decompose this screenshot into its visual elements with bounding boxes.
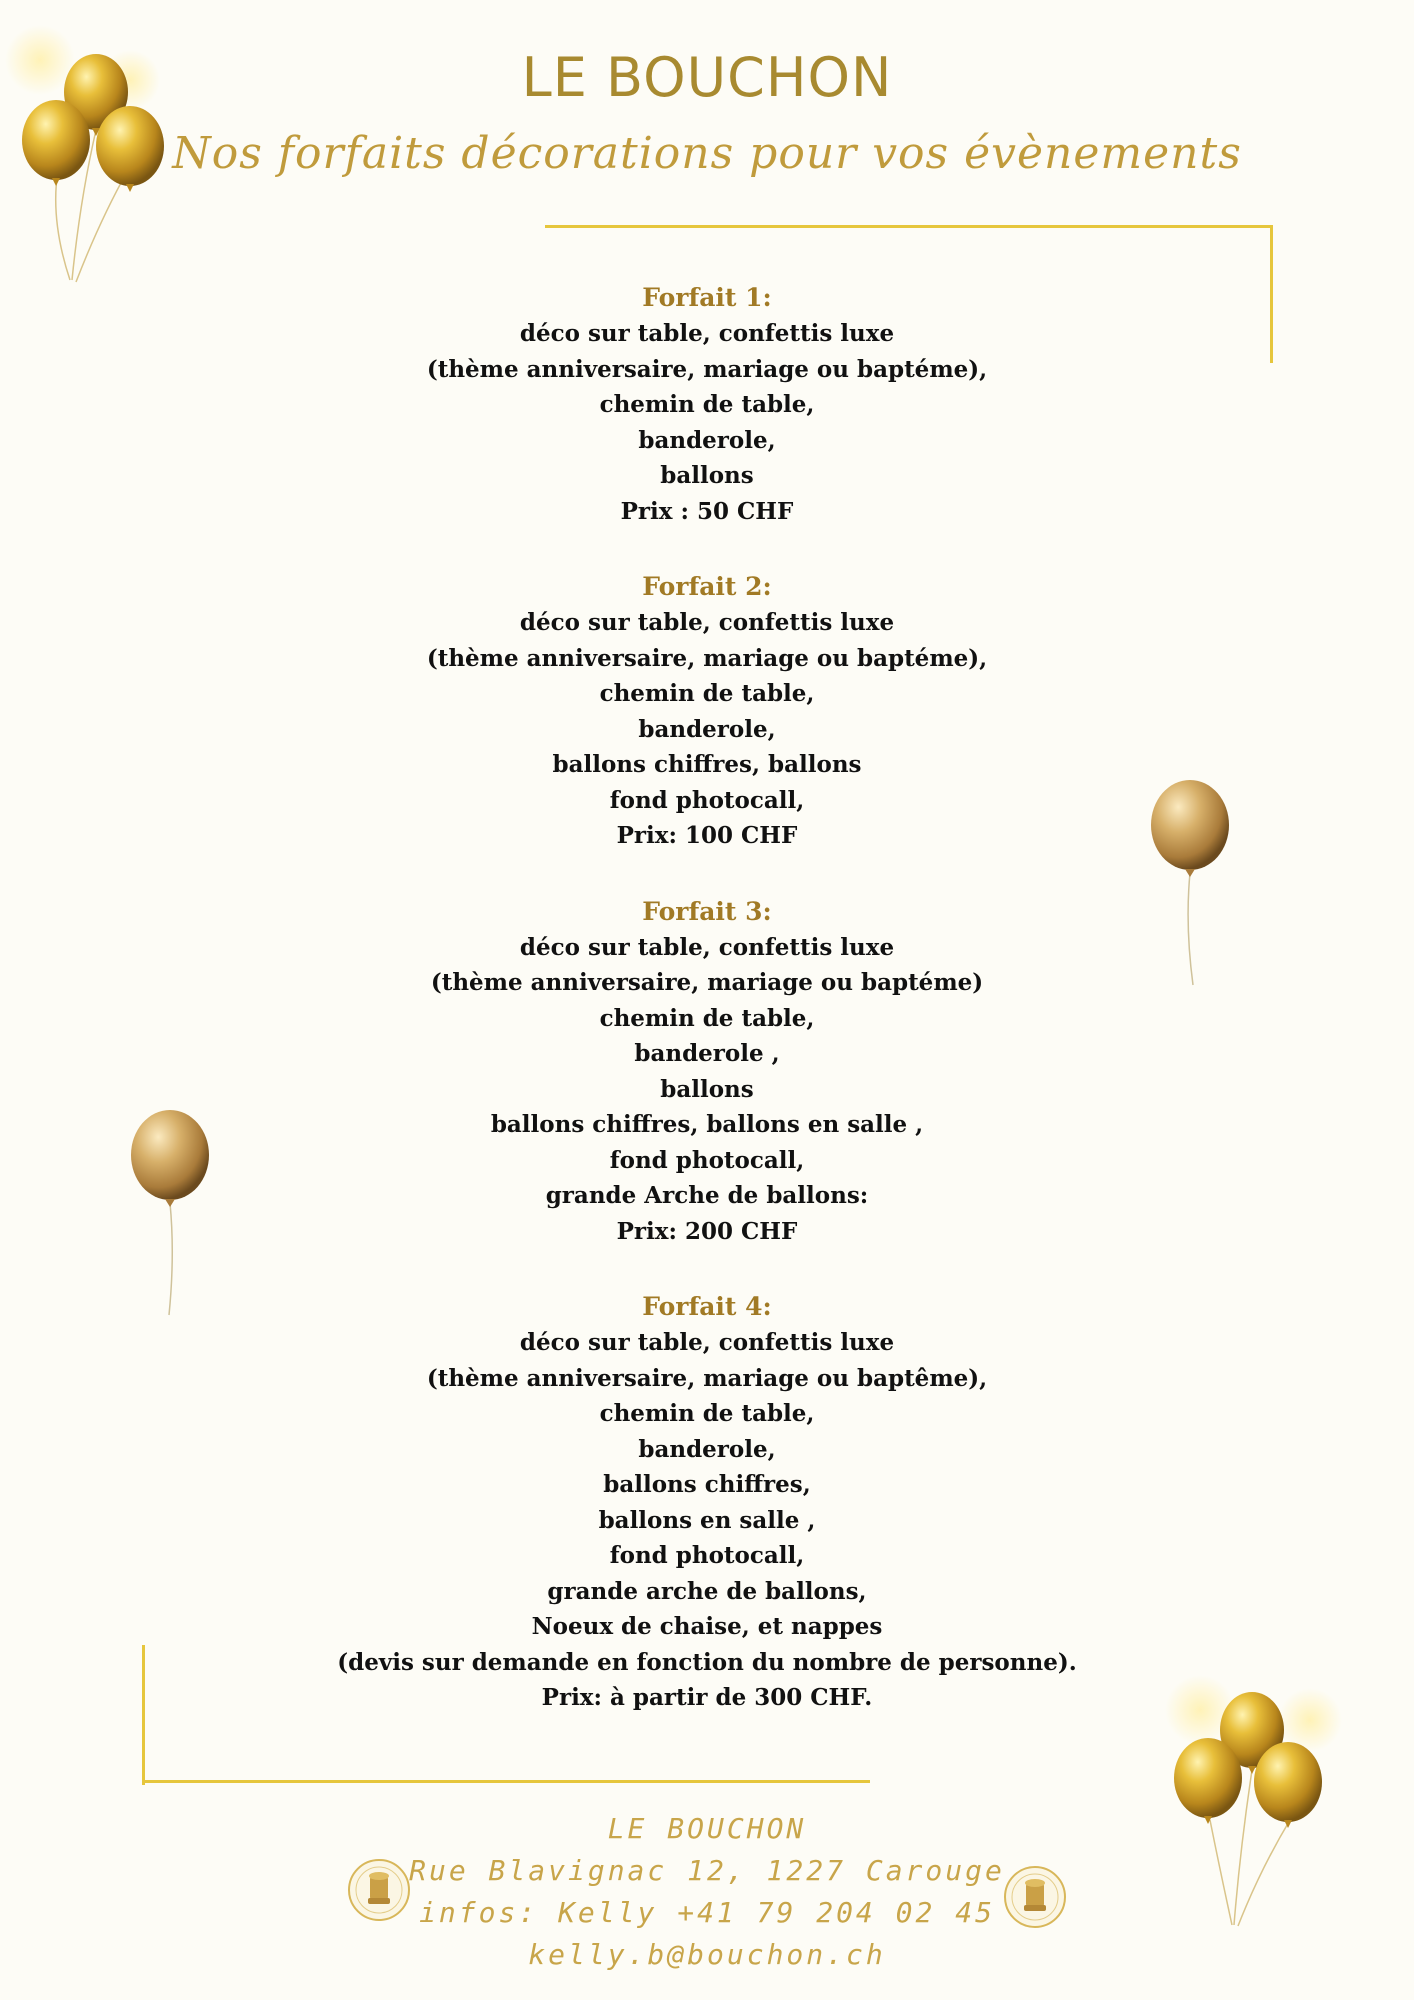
package-line: banderole, — [638, 715, 776, 743]
package-line: ballons en salle , — [598, 1506, 816, 1534]
package-line: déco sur table, confettis luxe — [519, 609, 895, 636]
package-4 — [0, 1289, 1414, 1716]
package-line: fond photocall, — [609, 1542, 805, 1569]
package-line: chemin de table, — [599, 680, 815, 707]
packages-list — [0, 280, 1414, 1756]
package-price: Prix : 50 CHF — [620, 497, 794, 525]
package-line: fond photocall, — [609, 1146, 805, 1174]
cork-logo-icon — [1003, 1865, 1067, 1929]
package-line: (thème anniversaire, mariage ou baptéme) — [430, 969, 984, 996]
package-line: déco sur table, confettis luxe — [519, 320, 895, 347]
package-line: chemin de table, — [599, 391, 815, 418]
package-line: banderole, — [638, 1435, 776, 1463]
package-line: ballons chiffres, ballons en salle , — [490, 1111, 924, 1138]
footer-phone: infos: Kelly +41 79 204 02 45 — [419, 1896, 995, 1929]
package-3 — [0, 894, 1414, 1250]
cork-logo-icon — [347, 1858, 411, 1922]
package-title: Forfait 3: — [642, 896, 772, 926]
package-line: (thème anniversaire, mariage ou baptéme), — [426, 644, 988, 672]
package-title: Forfait 4: — [642, 1292, 772, 1321]
package-line: grande Arche de ballons: — [545, 1182, 869, 1209]
package-price: Prix: 200 CHF — [616, 1217, 798, 1245]
package-line: fond photocall, — [609, 786, 805, 814]
package-line: ballons chiffres, ballons — [552, 751, 862, 778]
package-line: ballons — [660, 462, 754, 489]
package-line: chemin de table, — [599, 1004, 815, 1032]
package-title: Forfait 2: — [642, 572, 772, 601]
package-line: banderole , — [634, 1040, 780, 1067]
package-2 — [0, 569, 1414, 854]
package-line: ballons — [660, 1075, 754, 1103]
package-line: Noeux de chaise, et nappes — [531, 1613, 883, 1640]
footer-name: LE BOUCHON — [607, 1812, 807, 1845]
package-line: chemin de table, — [599, 1400, 815, 1427]
package-price: Prix: 100 CHF — [616, 822, 798, 849]
package-1 — [0, 280, 1414, 529]
package-line: (thème anniversaire, mariage ou baptême), — [426, 1364, 988, 1392]
package-line: grande arche de ballons, — [547, 1577, 867, 1605]
package-line: (devis sur demande en fonction du nombre de personne). — [337, 1648, 1077, 1676]
package-title: Forfait 1: — [642, 283, 772, 312]
frame-bottom-line — [142, 1780, 870, 1783]
package-line: déco sur table, confettis luxe — [519, 1329, 895, 1356]
page-subtitle: Nos forfaits décorations pour vos évènements — [172, 128, 1242, 179]
footer-email: kelly.b@bouchon.ch — [528, 1938, 886, 1971]
frame-top-line — [545, 225, 1273, 228]
package-line: ballons chiffres, — [603, 1471, 811, 1498]
package-line: déco sur table, confettis luxe — [519, 933, 895, 961]
package-line: banderole, — [638, 426, 776, 454]
footer-address: Rue Blavignac 12, 1227 Carouge — [409, 1854, 1005, 1887]
package-line: (thème anniversaire, mariage ou baptéme), — [426, 355, 988, 383]
package-price: Prix: à partir de 300 CHF. — [541, 1684, 873, 1711]
page-title: LE BOUCHON — [521, 46, 893, 109]
footer-contact — [0, 1808, 1414, 1976]
